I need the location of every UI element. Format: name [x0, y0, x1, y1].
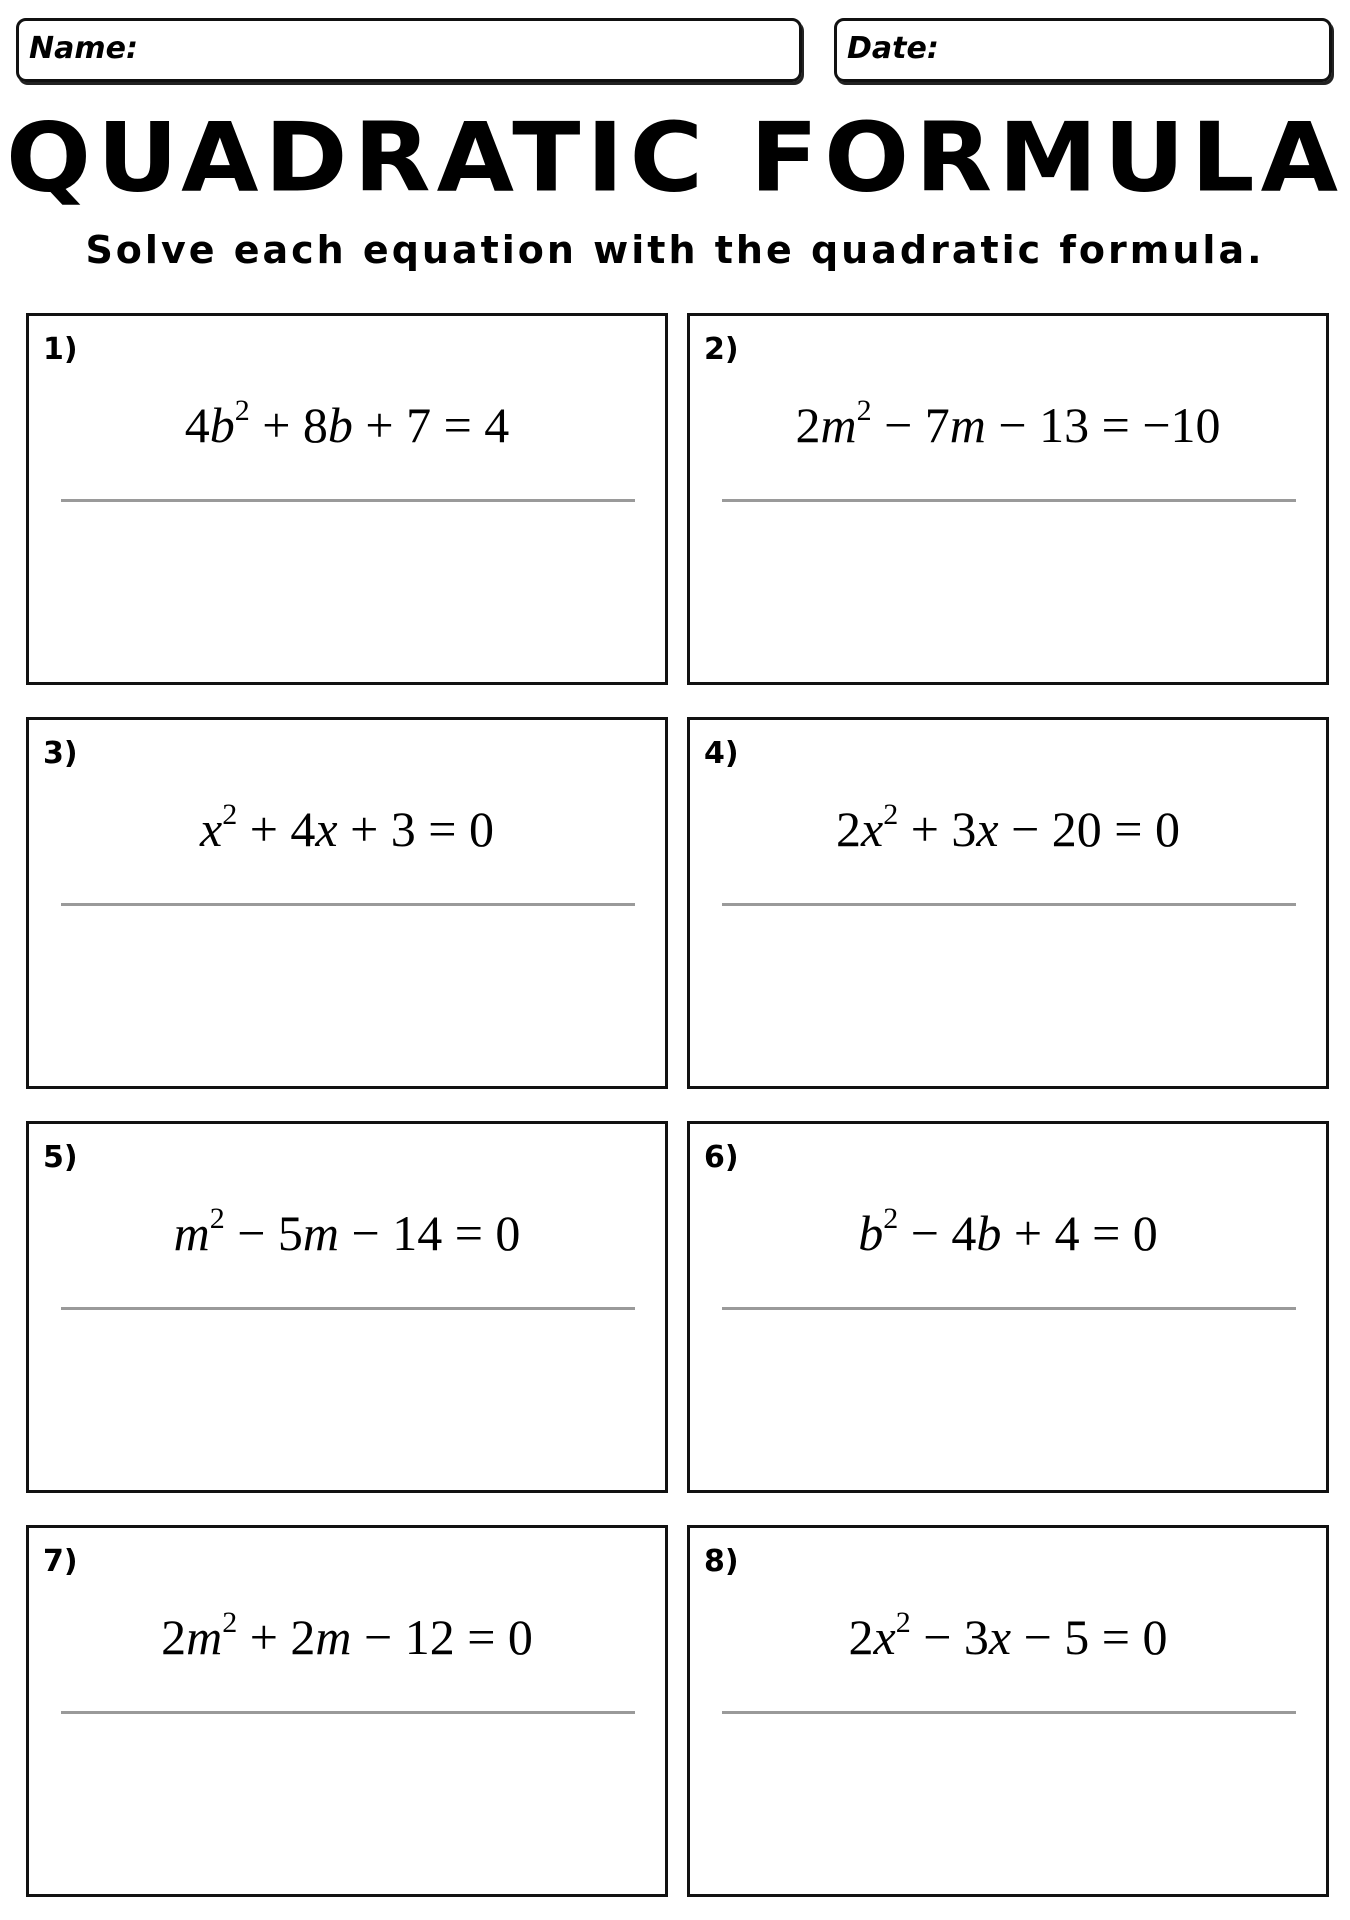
problem-number: 4) — [704, 736, 739, 771]
problem-box-4[interactable] — [687, 717, 1329, 1089]
date-field[interactable] — [834, 18, 1332, 82]
name-field[interactable] — [16, 18, 802, 82]
answer-line — [722, 1711, 1296, 1714]
name-label: Name: — [29, 31, 138, 66]
answer-line — [61, 903, 635, 906]
answer-line — [722, 499, 1296, 502]
answer-line — [722, 1307, 1296, 1310]
problem-number: 3) — [43, 736, 78, 771]
answer-line — [61, 499, 635, 502]
worksheet-title: QUADRATIC FORMULA — [6, 101, 1344, 214]
date-label: Date: — [847, 31, 939, 66]
problem-box-2[interactable] — [687, 313, 1329, 685]
problem-number: 8) — [704, 1544, 739, 1579]
equation: $2m^2 + 2m - 12 = 0$ — [161, 1606, 533, 1665]
equation: $b^2 - 4b + 4 = 0$ — [858, 1202, 1158, 1261]
problem-number: 2) — [704, 332, 739, 367]
equation: $2x^2 - 3x - 5 = 0$ — [848, 1606, 1168, 1665]
problem-box-5[interactable] — [26, 1121, 668, 1493]
problem-box-3[interactable] — [26, 717, 668, 1089]
equation: $2x^2 + 3x - 20 = 0$ — [835, 798, 1180, 857]
problem-box-1[interactable] — [26, 313, 668, 685]
answer-line — [61, 1307, 635, 1310]
problem-number: 1) — [43, 332, 78, 367]
problem-number: 5) — [43, 1140, 78, 1175]
problem-box-7[interactable] — [26, 1525, 668, 1897]
answer-line — [61, 1711, 635, 1714]
problem-box-8[interactable] — [687, 1525, 1329, 1897]
equation: $2m^2 - 7m - 13 = -10$ — [795, 394, 1221, 453]
answer-line — [722, 903, 1296, 906]
equation: $4b^2 + 8b + 7 = 4$ — [184, 394, 510, 453]
equation: $m^2 - 5m - 14 = 0$ — [173, 1202, 521, 1261]
instructions: Solve each equation with the quadratic formula. — [85, 228, 1265, 272]
equation: $x^2 + 4x + 3 = 0$ — [199, 798, 494, 857]
problem-box-6[interactable] — [687, 1121, 1329, 1493]
problem-number: 6) — [704, 1140, 739, 1175]
problem-number: 7) — [43, 1544, 78, 1579]
